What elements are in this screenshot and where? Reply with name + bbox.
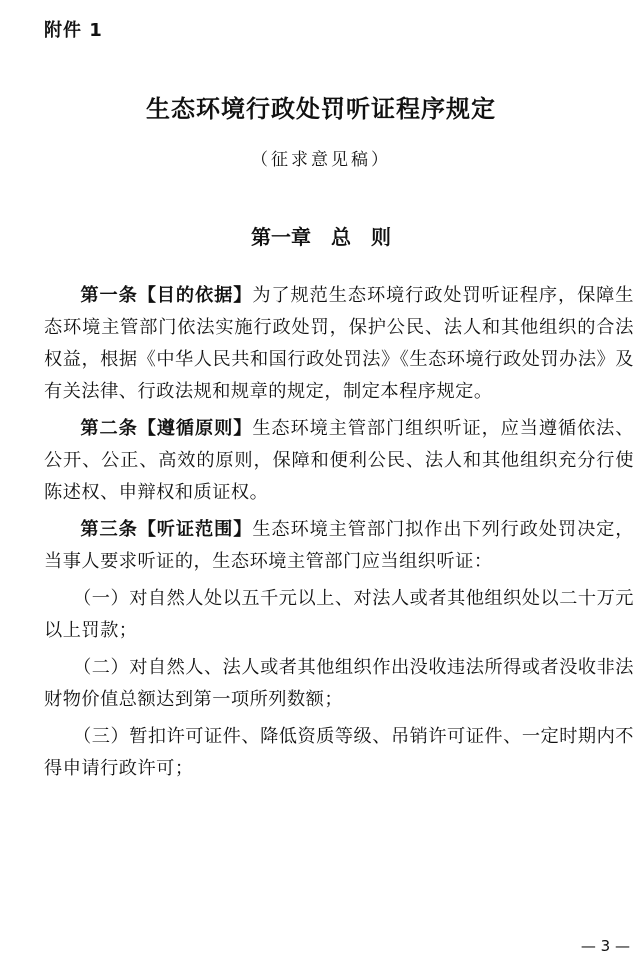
document-subtitle: （征求意见稿） — [251, 150, 391, 170]
page-number: — 3 — — [580, 937, 630, 953]
article-2 — [44, 413, 634, 509]
article-2-text: 生态环境主管部门组织听证，应当遵循依法、公开、公正、高效的原则，保障和便利公民、法人和其他组织充分行使陈述权、申辩权和质证权。 — [44, 418, 634, 503]
article-3-item-3: （三）暂扣许可证件、降低资质等级、吊销许可证件、一定时期内不得申请行政许可； — [44, 726, 634, 779]
article-3-item-2: （二）对自然人、法人或者其他组织作出没收违法所得或者没收非法财物价值总额达到第一项所列数额； — [44, 657, 634, 710]
article-1-text: 为了规范生态环境行政处罚听证程序，保障生态环境主管部门依法实施行政处罚，保护公民、法人和其他组织的合法权益，根据《中华人民共和国行政处罚法》《生态环境行政处罚办法》及有关法律、行政法规和规章的规定，制定本程序规定。 — [44, 285, 634, 402]
article-3-item-1: （一）对自然人处以五千元以上、对法人或者其他组织处以二十万元以上罚款； — [44, 588, 634, 641]
document-body — [44, 280, 634, 790]
chapter-heading: 第一章 总 则 — [251, 225, 391, 249]
article-3-heading: 第三条【听证范围】 — [80, 519, 253, 540]
article-1 — [44, 280, 634, 408]
article-3 — [44, 514, 634, 578]
article-1-heading: 第一条【目的依据】 — [80, 285, 253, 306]
annex-label: 附件 1 — [44, 20, 103, 41]
document-title: 生态环境行政处罚听证程序规定 — [146, 95, 496, 123]
article-2-heading: 第二条【遵循原则】 — [80, 418, 253, 439]
article-3-text: 生态环境主管部门拟作出下列行政处罚决定，当事人要求听证的，生态环境主管部门应当组织听证： — [44, 519, 634, 572]
